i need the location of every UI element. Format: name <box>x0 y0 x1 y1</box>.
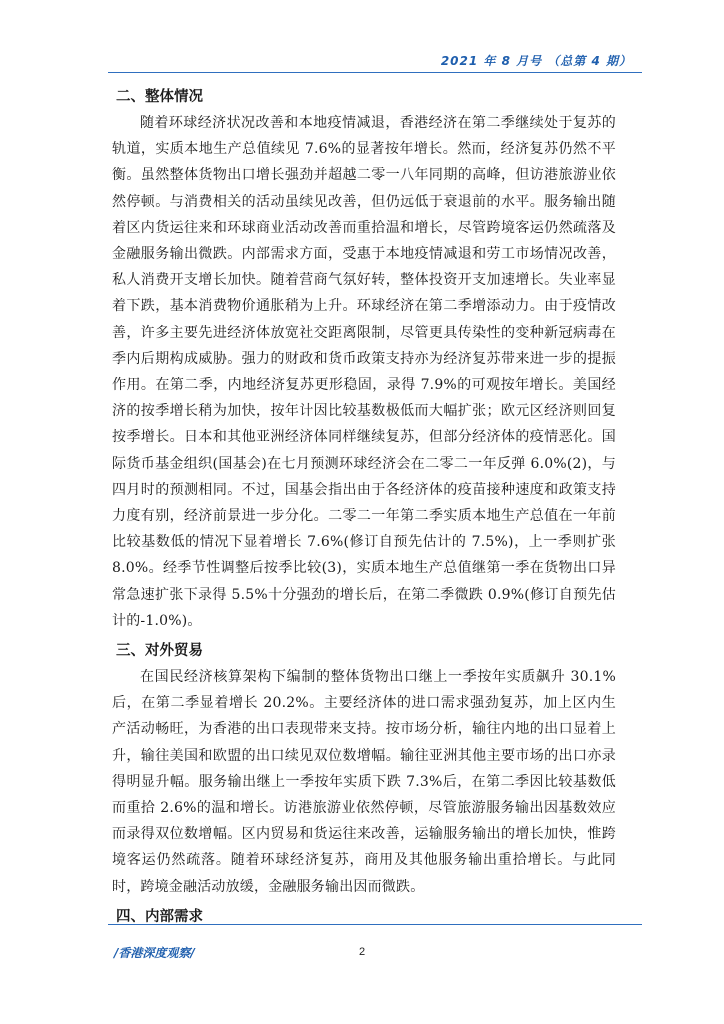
section-heading-overall: 二、整体情况 <box>116 89 203 105</box>
paragraph-trade: 在国民经济核算架构下编制的整体货物出口继上一季按年实质飙升 30.1%后，在第二季显着增长 20.2%。主要经济体的进口需求强劲复苏，加上区内生产活动畅旺，为香港的出口表现带来支持。按市场分析，输往内地的出口显着上升，输往美国和欧盟的出口续见双位数增幅。输往亚洲其他主要市场的出口亦录得明显升幅。服务输出继上一季按年实质下跌 7.3%后，在第二季因比较基数低而重拾 2.6%的温和增长。访港旅游业依然停顿，尽管旅游服务输出因基数效应而录得双位数增幅。区内贸易和货运往来改善，运输服务输出的增长加快，惟跨境客运仍然疏落。随着环球经济复苏，商用及其他服务输出重拾增长。与此同时，跨境金融活动放缓，金融服务输出因而微跌。 <box>112 669 616 895</box>
paragraph-overall: 随着环球经济状况改善和本地疫情减退，香港经济在第二季继续处于复苏的轨道，实质本地生产总值续见 7.6%的显著按年增长。然而，经济复苏仍然不平衡。虽然整体货物出口增长强劲并超越二零一八年同期的高峰，但访港旅游业依然停顿。与消费相关的活动虽续见改善，但仍远低于衰退前的水平。服务输出随着区内货运往来和环球商业活动改善而重拾温和增长，尽管跨境客运仍然疏落及金融服务输出微跌。内部需求方面，受惠于本地疫情减退和劳工市场情况改善，私人消费开支增长加快。随着营商气氛好转，整体投资开支加速增长。失业率显着下跌，基本消费物价通胀稍为上升。环球经济在第二季增添动力。由于疫情改善，许多主要先进经济体放宽社交距离限制，尽管更具传染性的变种新冠病毒在季内后期构成威胁。强力的财政和货币政策支持亦为经济复苏带来进一步的提振作用。在第二季，内地经济复苏更形稳固，录得 7.9%的可观按年增长。美国经济的按季增长稍为加快，按年计因比较基数极低而大幅扩张；欧元区经济则回复按季增长。日本和其他亚洲经济体同样继续复苏，但部分经济体的疫情恶化。国际货币基金组织(国基会)在七月预测环球经济会在二零二一年反弹 6.0%(2)，与四月时的预测相同。不过，国基会指出由于各经济体的疫苗接种速度和政策支持力度有别，经济前景进一步分化。二零二一年第二季实质本地生产总值在一年前比较基数低的情况下显着增长 7.6%(修订自预先估计的 7.5%)，上一季则扩张 8.0%。经季节性调整后按季比较(3)，实质本地生产总值继第一季在货物出口异常急速扩张下录得 5.5%十分强劲的增长后，在第二季微跌 0.9%(修订自预先估计的-1.0%)。 <box>112 115 616 629</box>
journal-name: /香港深度观察/ <box>114 946 195 960</box>
section-heading-domestic-demand: 四、内部需求 <box>116 908 203 925</box>
section-heading-trade: 三、对外贸易 <box>116 643 203 660</box>
page-number: 2 <box>358 946 366 958</box>
footer-divider <box>108 924 642 925</box>
issue-label: 2021 年 8 月号 （总第 4 期） <box>440 54 632 68</box>
document-body <box>112 84 616 930</box>
header-divider <box>108 72 642 73</box>
